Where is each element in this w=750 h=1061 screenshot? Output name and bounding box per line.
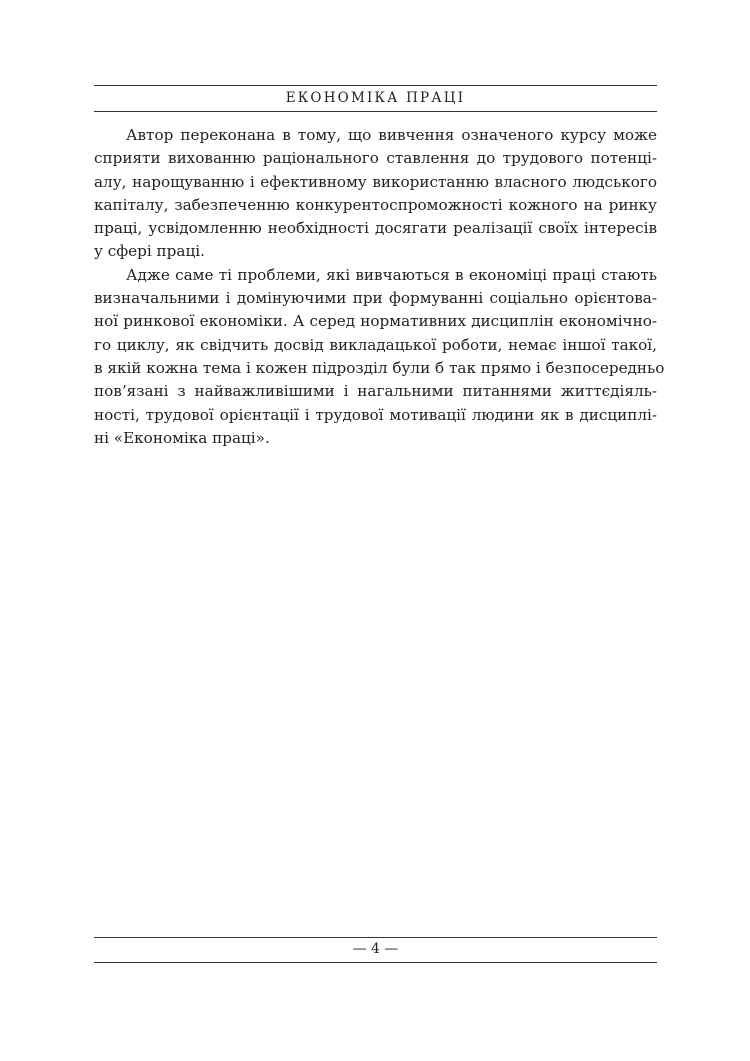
text-line: у сфері праці.: [94, 242, 205, 261]
footer-top-rule: [94, 937, 657, 938]
text-line: сприяти вихованню раціонального ставлення до трудового потенці-: [94, 149, 657, 168]
header-bottom-rule: [94, 111, 657, 112]
footer-bottom-rule: [94, 962, 657, 963]
header-top-rule: [94, 85, 657, 86]
text-line: визначальними і домінуючими при формуванні соціально орієнтова-: [94, 289, 657, 308]
text-line: ності, трудової орієнтації і трудової мотивації людини як в дисциплі-: [94, 405, 657, 424]
body-text: [94, 124, 665, 450]
text-line: праці, усвідомленню необхідності досягати реалізації своїх інтересів: [94, 219, 657, 238]
text-line: капіталу, забезпеченню конкурентоспроможності кожного на ринку: [94, 195, 657, 214]
text-line: в якій кожна тема і кожен підрозділ були б так прямо і безпосередньо: [94, 358, 665, 377]
text-line: го циклу, як свідчить досвід викладацької роботи, немає іншої такої,: [94, 335, 657, 354]
text-line: Автор переконана в тому, що вивчення означеного курсу може: [126, 126, 657, 144]
text-line: ної ринкової економіки. А серед нормативних дисциплін економічно-: [94, 312, 657, 331]
text-line: пов’язані з найважливішими і нагальними питаннями життєдіяль-: [94, 382, 657, 401]
running-head: ЕКОНОМІКА ПРАЦІ: [285, 90, 466, 106]
page-number: — 4 —: [352, 941, 399, 957]
text-line: ні «Економіка праці».: [94, 428, 270, 447]
text-line: алу, нарощуванню і ефективному використанню власного людського: [94, 172, 657, 191]
text-line: Адже саме ті проблеми, які вивчаються в економіці праці стають: [126, 265, 657, 284]
paragraph-1: [94, 124, 657, 264]
paragraph-2: [94, 264, 665, 450]
